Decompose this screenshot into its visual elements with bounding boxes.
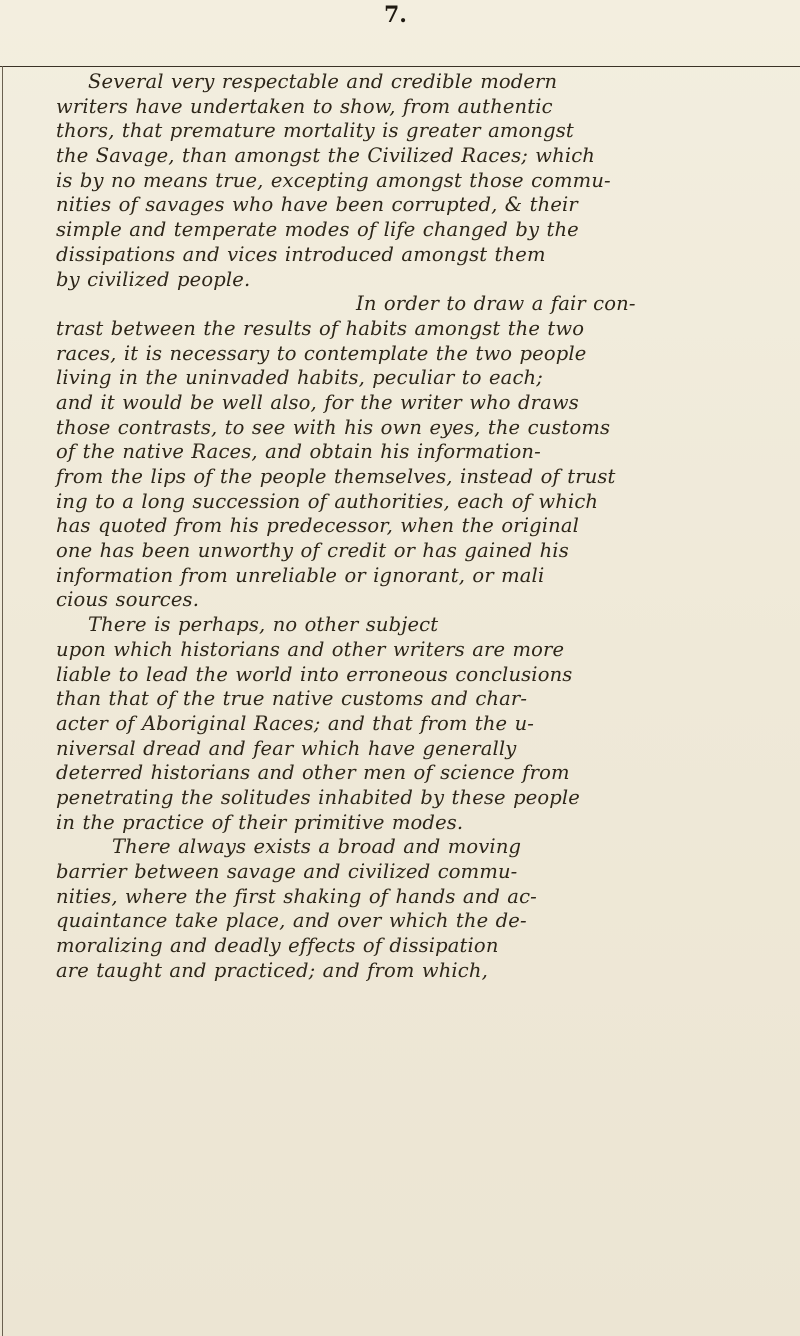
text-line: nities, where the first shaking of hands and ac- [56, 884, 537, 908]
text-line: in the practice of their primitive modes. [56, 810, 464, 834]
handwritten-text [56, 70, 788, 983]
text-line: dissipations and vices introduced amongst them [56, 242, 546, 266]
text-line: races, it is necessary to contemplate the two people [56, 341, 587, 365]
header-rule [0, 66, 800, 67]
text-line: one has been unworthy of credit or has gained his [56, 539, 569, 563]
text-line: the Savage, than amongst the Civilized Races; which [56, 144, 596, 168]
page-number: 7. [384, 2, 407, 28]
text-line: of the native Races, and obtain his information- [56, 440, 541, 464]
text-line: upon which historians and other writers are more [56, 637, 565, 661]
text-line: penetrating the solitudes inhabited by these people [56, 785, 581, 809]
text-line: ing to a long succession of authorities, each of which [56, 489, 599, 513]
text-line: quaintance take place, and over which the de- [56, 909, 527, 933]
text-line: writers have undertaken to show, from authentic [56, 94, 553, 118]
text-line: niversal dread and fear which have generally [56, 736, 517, 760]
paragraph-start-line: There is perhaps, no other subject [88, 613, 439, 637]
text-line: liable to lead the world into erroneous conclusions [56, 662, 573, 686]
text-line: are taught and practiced; and from which, [56, 958, 488, 982]
text-line: is by no means true, excepting amongst those commu- [56, 168, 611, 192]
text-line: cious sources. [56, 588, 200, 612]
text-line: deterred historians and other men of science from [56, 761, 570, 785]
text-line: from the lips of the people themselves, instead of trust [56, 465, 616, 488]
margin-line [2, 66, 3, 1336]
text-line: Several very respectable and credible modern [88, 70, 558, 93]
text-line: moralizing and deadly effects of dissipation [56, 934, 499, 958]
paragraph-start-line: There always exists a broad and moving [112, 835, 522, 859]
text-line: barrier between savage and civilized commu- [56, 860, 518, 883]
text-line: living in the uninvaded habits, peculiar to each; [56, 366, 543, 390]
paragraph-start-line: In order to draw a fair con- [356, 292, 636, 316]
text-line: than that of the true native customs and char- [56, 687, 528, 711]
text-line: acter of Aboriginal Races; and that from the u- [56, 711, 535, 735]
text-line: trast between the results of habits amongst the two [56, 316, 585, 340]
text-line: information from unreliable or ignorant, or mali [56, 563, 545, 587]
text-line: thors, that premature mortality is greater amongst [56, 119, 574, 143]
text-line: and it would be well also, for the writer who draws [56, 390, 579, 414]
text-line: has quoted from his predecessor, when the original [56, 514, 579, 538]
text-line: nities of savages who have been corrupted, & their [56, 193, 578, 217]
text-line: by civilized people. [56, 267, 251, 291]
text-line: simple and temperate modes of life changed by the [56, 218, 579, 242]
text-line: those contrasts, to see with his own eyes, the customs [56, 415, 611, 439]
